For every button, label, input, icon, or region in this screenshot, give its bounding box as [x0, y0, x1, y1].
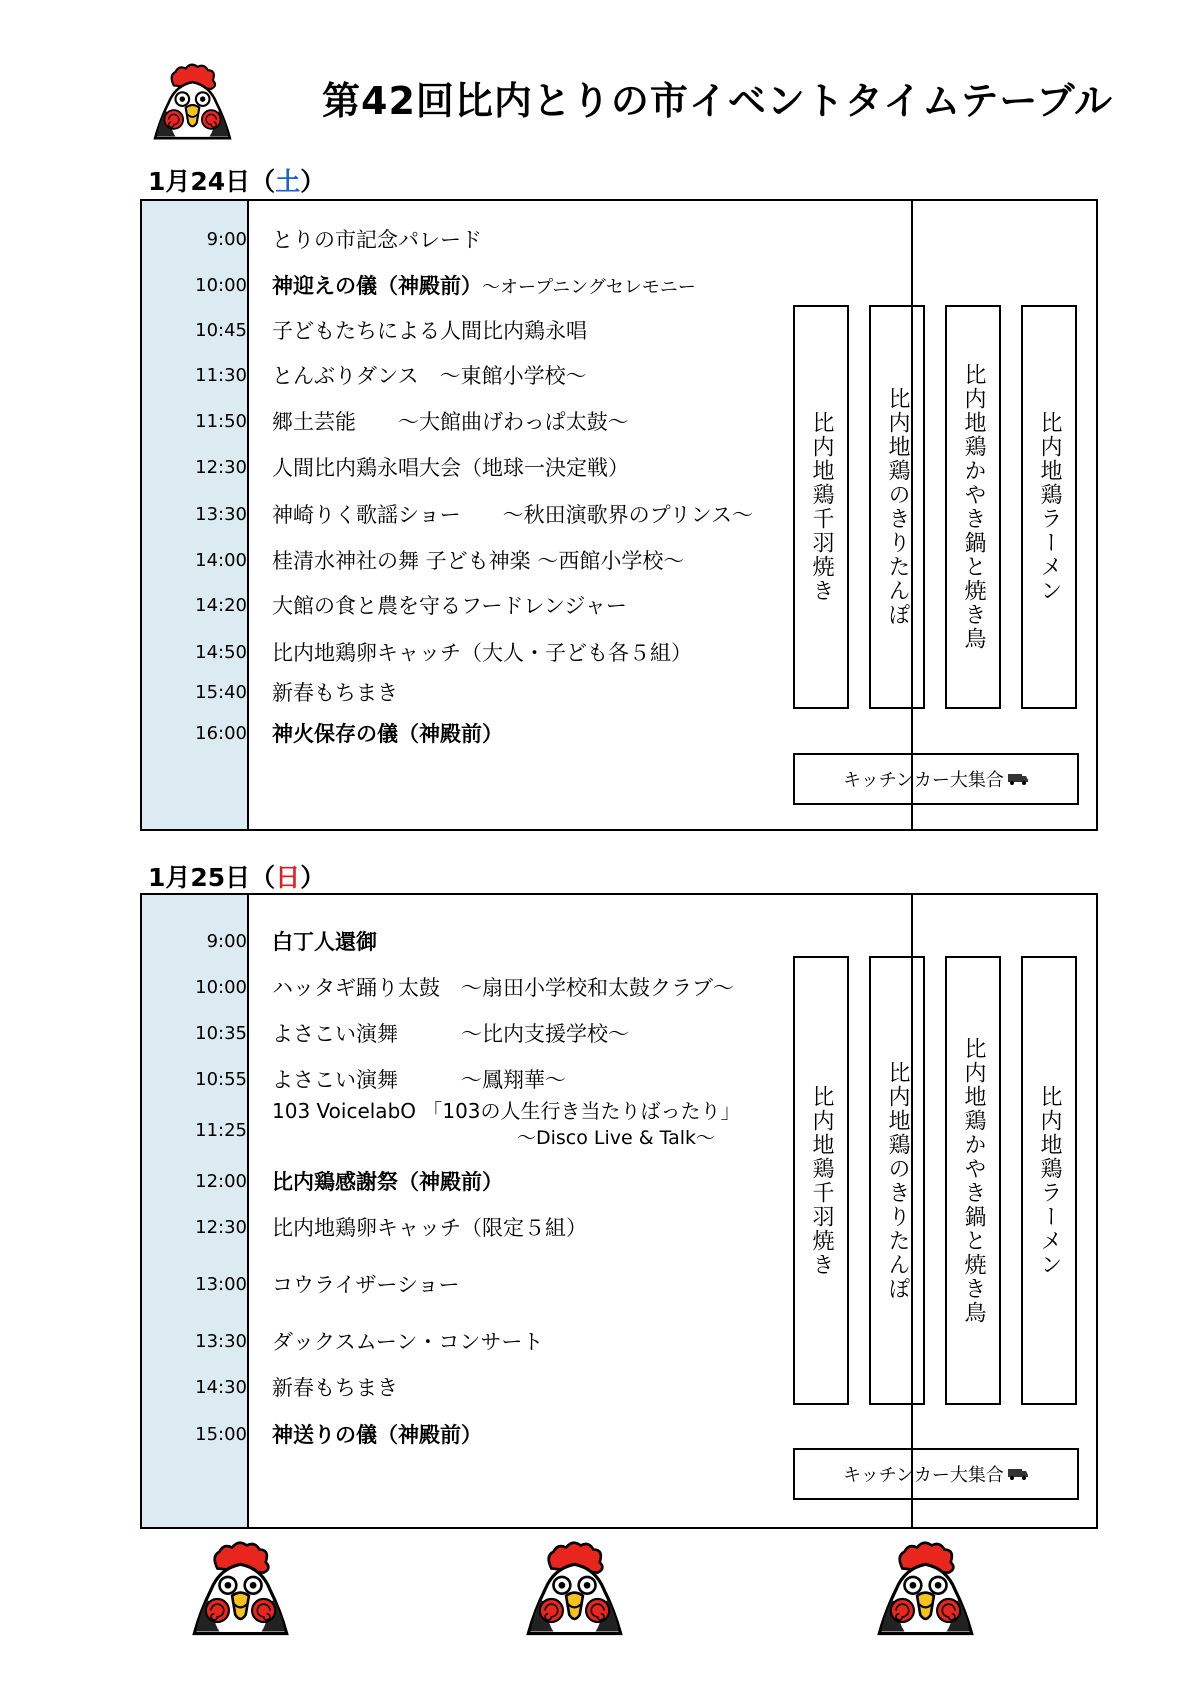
event-title: コウライザーショー — [272, 1273, 460, 1297]
event-time: 12:30 — [195, 457, 247, 478]
event-title: 比内地鶏卵キャッチ（大人・子ども各５組） — [272, 641, 692, 665]
event-time: 11:50 — [195, 411, 247, 432]
event-time: 10:45 — [195, 320, 247, 341]
event-time: 13:30 — [195, 1331, 247, 1352]
event-time: 13:30 — [195, 504, 247, 525]
event-title: 桂清水神社の舞 子ども神楽 ～西館小学校～ — [272, 549, 685, 573]
day-date: 1月25日（ — [148, 863, 276, 892]
event-time: 13:00 — [195, 1274, 247, 1295]
day-label-sat — [148, 162, 325, 198]
stall-box: 比内地鶏のきりたんぽ — [869, 956, 925, 1405]
event-time: 14:30 — [195, 1377, 247, 1398]
event-time: 15:40 — [195, 682, 247, 703]
event-title: ハッタギ踊り太鼓 ～扇田小学校和太鼓クラブ～ — [272, 976, 734, 1000]
kitchen-car-box: キッチンカー大集合 — [793, 753, 1079, 805]
event-title: 神迎えの儀（神殿前）～オープニングセレモニー — [272, 274, 696, 298]
stall-box: 比内地鶏千羽焼き — [793, 305, 849, 709]
event-title: 神崎りく歌謡ショー ～秋田演歌界のプリンス～ — [272, 503, 754, 527]
event-subtitle: ～Disco Live & Talk～ — [517, 1127, 715, 1149]
day-label-sun — [148, 858, 325, 894]
event-time: 10:00 — [195, 275, 247, 296]
stall-box: 比内地鶏かやき鍋と焼き鳥 — [945, 305, 1001, 709]
timetable-day2 — [140, 893, 1098, 1529]
event-time: 10:35 — [195, 1023, 247, 1044]
event-title: 神火保存の儀（神殿前） — [272, 722, 503, 746]
event-title: 白丁人還御 — [272, 930, 377, 954]
day-date: 1月24日（ — [148, 167, 276, 196]
stall-box: 比内地鶏ラーメン — [1021, 305, 1077, 709]
event-time: 14:20 — [195, 595, 247, 616]
truck-icon — [1007, 772, 1029, 786]
event-title: 比内鶏感謝祭（神殿前） — [272, 1170, 503, 1194]
event-title: 神送りの儀（神殿前） — [272, 1423, 482, 1447]
page-title: 第42回比内とりの市イベントタイムテーブル — [322, 79, 1113, 123]
rooster-mascot-icon — [873, 1537, 973, 1637]
rooster-mascot-icon — [150, 60, 250, 160]
weekday-sun: 日 — [275, 863, 301, 892]
event-title: 103 VoicelabO 「103の人生行き当たりばったり」 — [272, 1099, 741, 1123]
event-time: 9:00 — [206, 931, 247, 952]
event-title: よさこい演舞 ～鳳翔華～ — [272, 1068, 566, 1092]
event-title: ダックスムーン・コンサート — [272, 1330, 544, 1354]
event-title: 子どもたちによる人間比内鶏永唱 — [272, 319, 587, 343]
event-time: 9:00 — [206, 229, 247, 250]
event-time: 10:00 — [195, 977, 247, 998]
event-time: 14:50 — [195, 642, 247, 663]
truck-icon — [1007, 1467, 1029, 1481]
event-time: 12:00 — [195, 1171, 247, 1192]
event-time: 12:30 — [195, 1217, 247, 1238]
stall-box: 比内地鶏のきりたんぽ — [869, 305, 925, 709]
day-close: ） — [300, 167, 326, 196]
event-time: 14:00 — [195, 550, 247, 571]
event-time: 10:55 — [195, 1069, 247, 1090]
event-title: 比内地鶏卵キャッチ（限定５組） — [272, 1216, 587, 1240]
event-title: 新春もちまき — [272, 1376, 398, 1400]
timetable-day1 — [140, 199, 1098, 831]
kitchen-car-box: キッチンカー大集合 — [793, 1448, 1079, 1500]
event-title: とんぶりダンス ～東館小学校～ — [272, 364, 587, 388]
event-title: 大館の食と農を守るフードレンジャー — [272, 594, 627, 618]
event-title: 郷土芸能 ～大館曲げわっぱ太鼓～ — [272, 410, 629, 434]
rooster-mascot-icon — [188, 1537, 288, 1637]
day-close: ） — [300, 863, 326, 892]
event-title: 新春もちまき — [272, 681, 398, 705]
event-title: とりの市記念パレード — [272, 228, 482, 252]
event-time: 16:00 — [195, 723, 247, 744]
weekday-sat: 土 — [275, 167, 301, 196]
event-time: 11:30 — [195, 365, 247, 386]
event-title: よさこい演舞 ～比内支援学校～ — [272, 1022, 629, 1046]
event-time: 11:25 — [195, 1120, 247, 1141]
stall-box: 比内地鶏千羽焼き — [793, 956, 849, 1405]
stall-box: 比内地鶏かやき鍋と焼き鳥 — [945, 956, 1001, 1405]
stall-box: 比内地鶏ラーメン — [1021, 956, 1077, 1405]
event-time: 15:00 — [195, 1424, 247, 1445]
rooster-mascot-icon — [522, 1537, 622, 1637]
event-title: 人間比内鶏永唱大会（地球一決定戦） — [272, 456, 629, 480]
